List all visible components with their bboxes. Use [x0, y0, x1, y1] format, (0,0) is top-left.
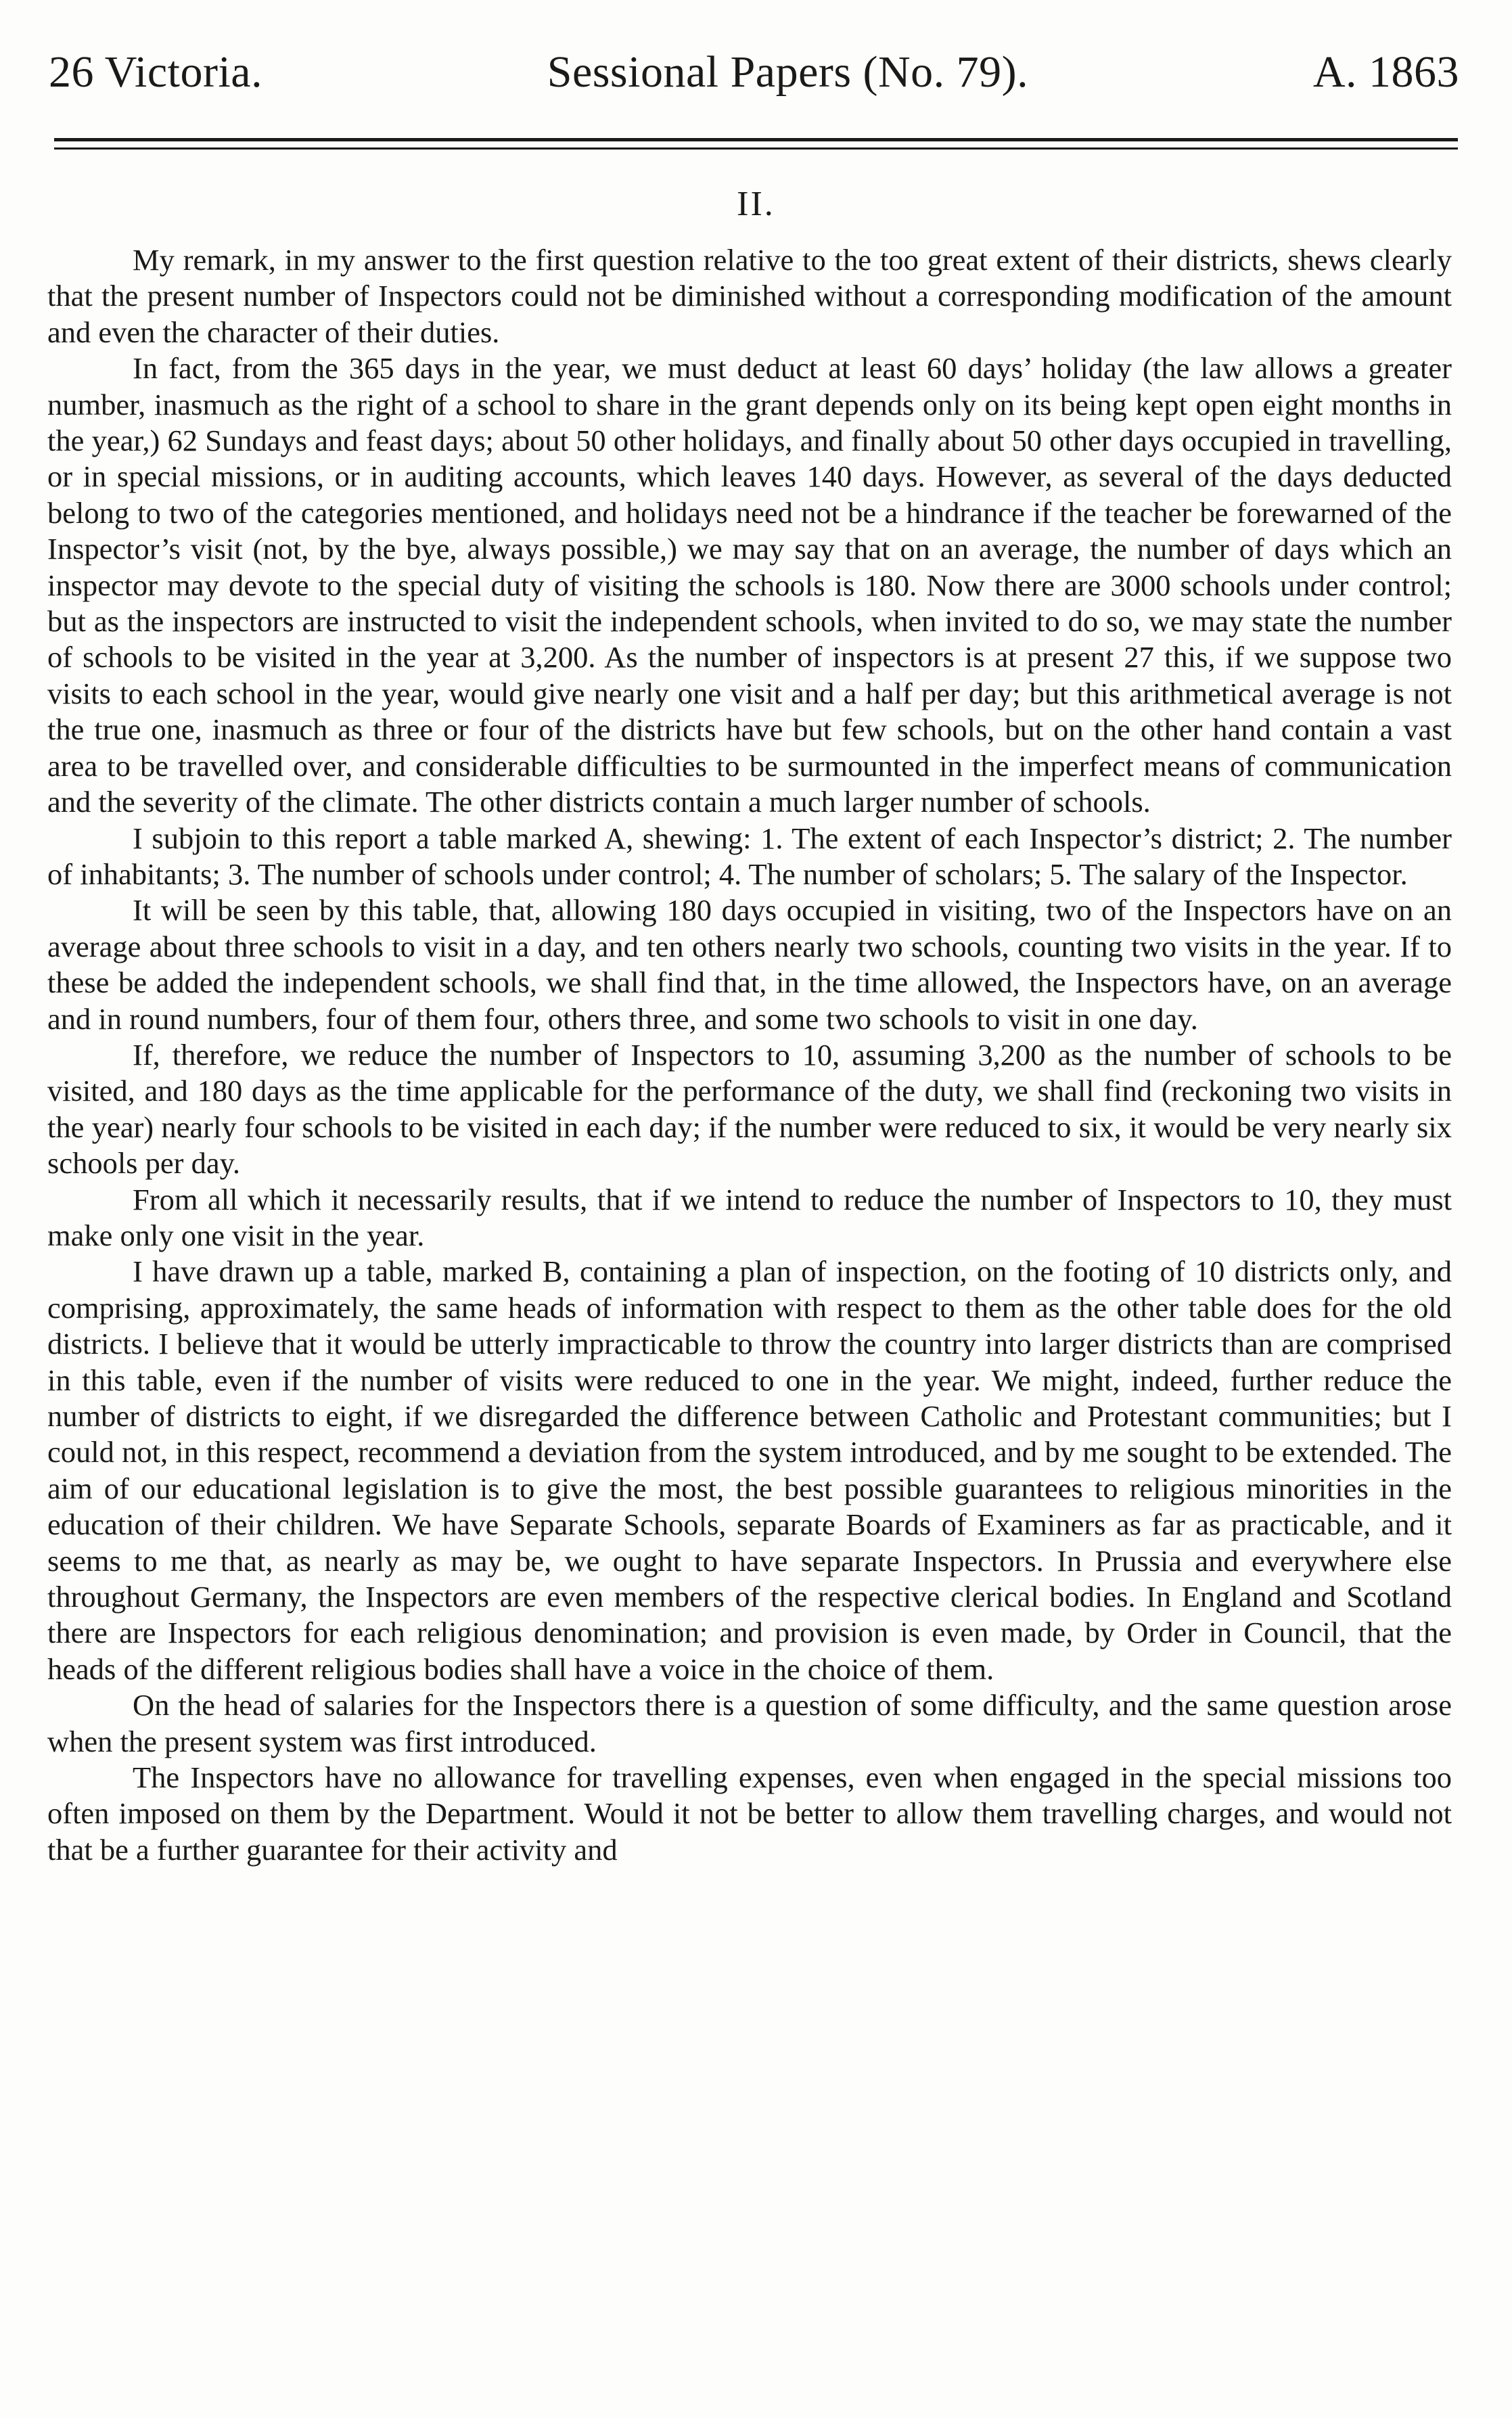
- header-rule-thin: [54, 147, 1458, 150]
- paragraph: I have drawn up a table, marked B, containing a plan of inspection, on the footing of 10 districts only, and comprising, approximately, the same heads of information with respect to them as the other table does for the old districts. I believe that it would be utterly impracticable to throw the country into larger districts than are comprised in this table, even if the number of visits were reduced to one in the year. We might, indeed, further reduce the number of districts to eight, if we disregarded the difference between Catholic and Protestant communities; but I could not, in this respect, recommend a deviation from the system introduced, and by me sought to be extended. The aim of our educational legislation is to give the most, the best possible guarantees to religious minorities in the education of their children. We have Separate Schools, separate Boards of Examiners as far as practicable, and it seems to me that, as nearly as may be, we ought to have separate Inspectors. In Prussia and everywhere else throughout Germany, the Inspectors are even members of the respective clerical bodies. In England and Scotland there are Inspectors for each religious denomination; and provision is even made, by Order in Council, that the heads of the different religious bodies shall have a voice in the choice of them.: [47, 1254, 1452, 1686]
- paragraph: If, therefore, we reduce the number of Inspectors to 10, assuming 3,200 as the number of schools to be visited, and 180 days as the time applicable for the performance of the duty, we shall find (reckoning two visits in the year) nearly four schools to be visited in each day; if the number were reduced to six, it would be very nearly six schools per day.: [47, 1037, 1452, 1181]
- header-volume: 26 Victoria.: [49, 47, 263, 97]
- paragraph: It will be seen by this table, that, allowing 180 days occupied in visiting, two of the Inspectors have on an average about three schools to visit in a day, and ten others nearly two schools, counting two visits in the year. If to these be added the independent schools, we shall find that, in the time allowed, the Inspectors have, on an average and in round numbers, four of them four, others three, and some two schools to visit in one day.: [47, 893, 1452, 1036]
- header-title: Sessional Papers (No. 79).: [547, 47, 1029, 97]
- paragraph: My remark, in my answer to the first question relative to the too great extent of their districts, shews clearly that the present number of Inspectors could not be diminished without a corresponding modification of the amount and even the character of their duties.: [47, 243, 1452, 349]
- page-header: [49, 42, 1459, 103]
- paragraph: In fact, from the 365 days in the year, we must deduct at least 60 days’ holiday (the law allows a greater number, inasmuch as the right of a school to share in the grant depends only on its being kept open eight months in the year,) 62 Sundays and feast days; about 50 other holidays, and finally about 50 other days occupied in travelling, or in special missions, or in auditing accounts, which leaves 140 days. However, as several of the days deducted belong to two of the categories mentioned, and holidays need not be a hindrance if the teacher be forewarned of the Inspector’s visit (not, by the bye, always possible,) we may say that on an average, the number of days which an inspector may devote to the special duty of visiting the schools is 180. Now there are 3000 schools under control; but as the inspectors are instructed to visit the independent schools, when invited to do so, we may state the number of schools to be visited in the year at 3,200. As the number of inspectors is at present 27 this, if we suppose two visits to each school in the year, would give nearly one visit and a half per day; but this arithmetical average is not the true one, inasmuch as three or four of the districts have but few schools, but on the other hand contain a vast area to be travelled over, and considerable difficulties to be surmounted in the imperfect means of communication and the severity of the climate. The other districts contain a much larger number of schools.: [47, 351, 1452, 819]
- paragraph: I subjoin to this report a table marked A, shewing: 1. The extent of each Inspector’s district; 2. The number of inhabitants; 3. The number of schools under control; 4. The number of scholars; 5. The salary of the Inspector.: [47, 821, 1452, 891]
- paragraph: The Inspectors have no allowance for travelling expenses, even when engaged in the special missions too often imposed on them by the Department. Would it not be better to allow them travelling charges, and would not that be a further guarantee for their activity and: [47, 1760, 1452, 1867]
- header-year: A. 1863: [1312, 47, 1459, 97]
- paragraph: From all which it necessarily results, that if we intend to reduce the number of Inspectors to 10, they must make only one visit in the year.: [47, 1182, 1452, 1252]
- section-heading: II.: [737, 185, 775, 223]
- header-rule-thick: [54, 138, 1458, 141]
- paragraph: On the head of salaries for the Inspectors there is a question of some difficulty, and the same question arose when the present system was first introduced.: [47, 1688, 1452, 1758]
- body-text: [47, 242, 1452, 1868]
